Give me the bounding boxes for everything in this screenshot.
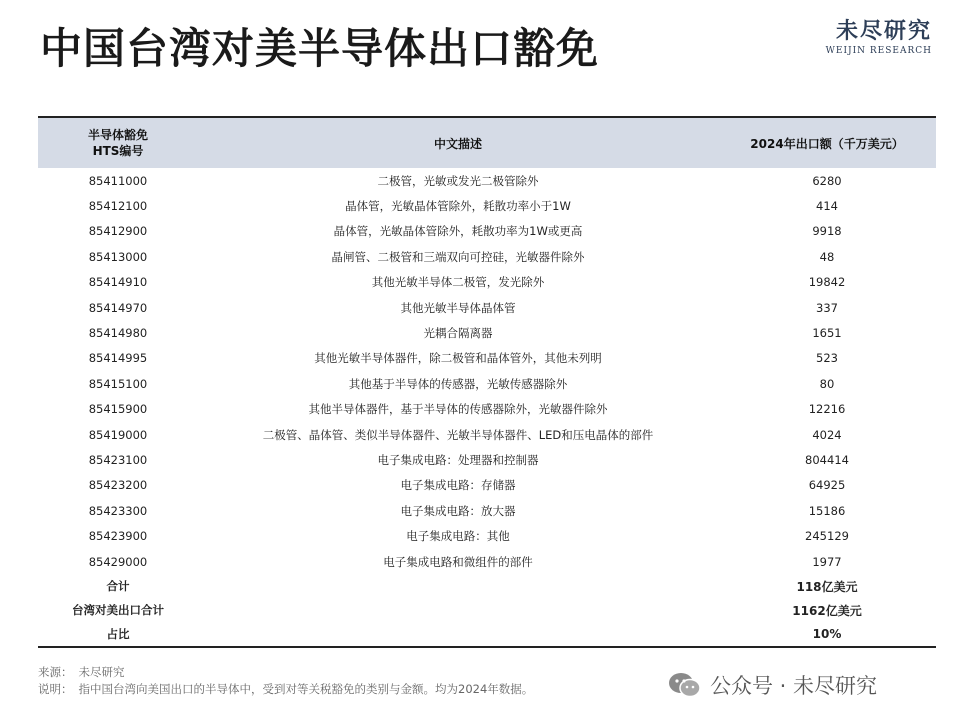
export-value-cell: 523 <box>816 351 838 366</box>
description-cell: 电子集成电路：处理器和控制器 <box>377 452 539 467</box>
hts-code-cell: 85414970 <box>88 300 148 315</box>
footer-notes <box>38 664 533 698</box>
hts-code-cell: 85423900 <box>88 529 148 544</box>
description-cell: 电子集成电路：存储器 <box>400 478 516 493</box>
summary-row <box>38 598 936 622</box>
logo-sub-text: WEIJIN RESEARCH <box>825 46 932 56</box>
description-cell: 电子集成电路和微组件的部件 <box>383 554 533 569</box>
table-row <box>38 346 936 371</box>
export-value-cell: 245129 <box>805 529 849 544</box>
description-cell: 光耦合隔离器 <box>423 326 493 341</box>
hts-code-cell: 85412100 <box>88 199 148 214</box>
table-row <box>38 219 936 244</box>
table-row <box>38 270 936 295</box>
description-cell: 电子集成电路：放大器 <box>400 503 516 518</box>
header-code <box>38 127 198 159</box>
table-row <box>38 295 936 320</box>
table-row <box>38 371 936 396</box>
hts-code-cell: 85411000 <box>88 173 148 188</box>
logo-main-text: 未尽研究 <box>835 18 932 44</box>
source-label: 来源： <box>38 665 73 679</box>
export-value-cell: 6280 <box>812 173 842 188</box>
summary-label: 台湾对美出口合计 <box>72 603 164 618</box>
description-cell: 二极管、晶体管、类似半导体器件、光敏半导体器件、LED和压电晶体的部件 <box>262 427 654 442</box>
export-value-cell: 4024 <box>812 427 842 442</box>
hts-code-cell: 85412900 <box>88 224 148 239</box>
note-label: 说明： <box>38 682 73 696</box>
description-cell: 晶体管，光敏晶体管除外，耗散功率为1W或更高 <box>333 224 583 239</box>
summary-value: 1162亿美元 <box>792 603 862 618</box>
table-row <box>38 168 936 193</box>
hts-code-cell: 85423200 <box>88 478 148 493</box>
summary-value: 118亿美元 <box>796 579 858 594</box>
table-row <box>38 244 936 269</box>
table-row <box>38 397 936 422</box>
description-cell: 二极管，光敏或发光二极管除外 <box>377 173 539 188</box>
note-text: 指中国台湾向美国出口的半导体中，受到对等关税豁免的类别与金额。均为2024年数据。 <box>78 682 534 696</box>
export-value-cell: 80 <box>819 376 835 391</box>
table-summary <box>38 574 936 648</box>
hts-code-cell: 85415100 <box>88 376 148 391</box>
watermark-text: 公众号 · 未尽研究 <box>710 674 878 698</box>
source-line <box>38 664 533 681</box>
header-value: 2024年出口额（千万美元） <box>750 136 904 151</box>
summary-value: 10% <box>812 627 842 642</box>
description-cell: 其他光敏半导体晶体管 <box>400 300 516 315</box>
export-value-cell: 15186 <box>808 503 846 518</box>
header-code-line1: 半导体豁免 <box>87 128 148 142</box>
table-row <box>38 193 936 218</box>
watermark <box>668 670 877 700</box>
summary-label: 占比 <box>106 627 130 642</box>
summary-row <box>38 574 936 598</box>
description-cell: 其他基于半导体的传感器，光敏传感器除外 <box>348 376 568 391</box>
export-value-cell: 1651 <box>812 326 842 341</box>
export-value-cell: 1977 <box>812 554 842 569</box>
hts-code-cell: 85414910 <box>88 275 148 290</box>
table-row <box>38 422 936 447</box>
table-row <box>38 320 936 345</box>
table-row <box>38 498 936 523</box>
description-cell: 其他光敏半导体器件，除二极管和晶体管外，其他未列明 <box>314 351 602 366</box>
source-text: 未尽研究 <box>78 665 125 679</box>
description-cell: 其他光敏半导体二极管，发光除外 <box>371 275 545 290</box>
summary-row <box>38 622 936 648</box>
page-title: 中国台湾对美半导体出口豁免 <box>40 24 600 73</box>
hts-code-cell: 85414995 <box>88 351 148 366</box>
export-value-cell: 12216 <box>808 402 846 417</box>
hts-code-cell: 85429000 <box>88 554 148 569</box>
table-row <box>38 473 936 498</box>
export-value-cell: 9918 <box>812 224 842 239</box>
table-header <box>38 116 936 168</box>
header-desc: 中文描述 <box>433 136 482 151</box>
hts-code-cell: 85419000 <box>88 427 148 442</box>
header-code-line2: HTS编号 <box>92 144 144 158</box>
description-cell: 其他半导体器件，基于半导体的传感器除外，光敏器件除外 <box>308 402 608 417</box>
description-cell: 电子集成电路：其他 <box>406 529 510 544</box>
hts-code-cell: 85415900 <box>88 402 148 417</box>
exemption-table <box>38 116 936 648</box>
export-value-cell: 48 <box>819 249 835 264</box>
export-value-cell: 337 <box>816 300 838 315</box>
export-value-cell: 19842 <box>808 275 846 290</box>
wechat-icon <box>668 671 702 699</box>
hts-code-cell: 85423100 <box>88 452 148 467</box>
hts-code-cell: 85423300 <box>88 503 148 518</box>
export-value-cell: 64925 <box>808 478 846 493</box>
table-row <box>38 447 936 472</box>
hts-code-cell: 85414980 <box>88 326 148 341</box>
export-value-cell: 804414 <box>805 452 849 467</box>
export-value-cell: 414 <box>816 199 838 214</box>
note-line <box>38 681 533 698</box>
summary-label: 合计 <box>106 579 130 594</box>
table-row <box>38 549 936 574</box>
table-body <box>38 168 936 574</box>
description-cell: 晶体管，光敏晶体管除外，耗散功率小于1W <box>345 199 571 214</box>
hts-code-cell: 85413000 <box>88 249 148 264</box>
brand-logo <box>826 14 932 56</box>
table-row <box>38 523 936 548</box>
description-cell: 晶闸管、二极管和三端双向可控硅，光敏器件除外 <box>331 249 585 264</box>
